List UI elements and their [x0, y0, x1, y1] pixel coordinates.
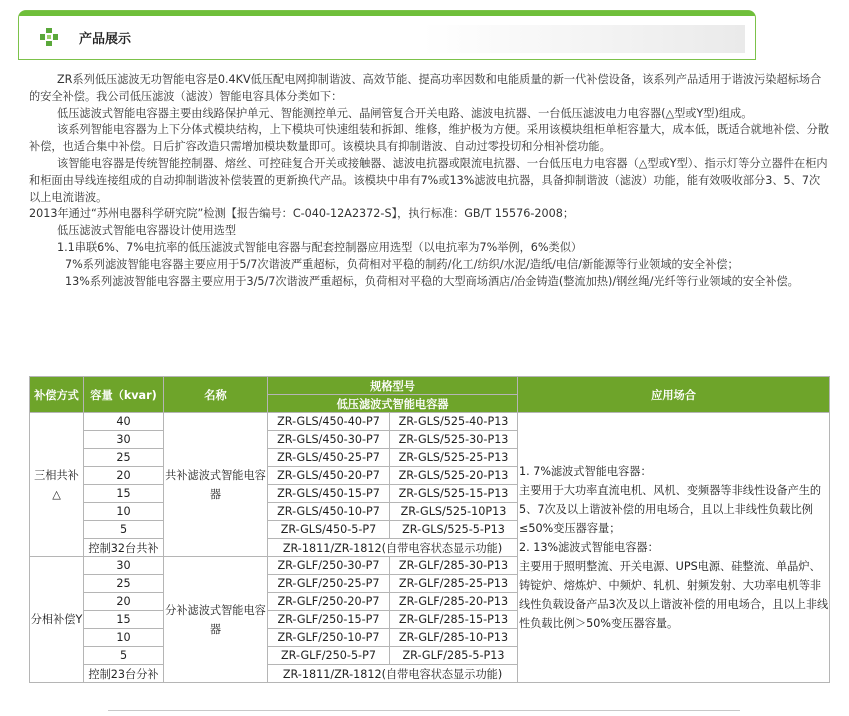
model-p7-cell: ZR-GLS/450-10-P7 — [268, 503, 390, 521]
model-p7-cell: ZR-GLS/450-25-P7 — [268, 449, 390, 467]
name-split-compensation: 分补滤波式智能电容器 — [164, 557, 268, 683]
control-label-cell: 控制23台分补 — [84, 665, 164, 683]
header-application: 应用场合 — [518, 377, 830, 413]
bottom-divider — [108, 710, 740, 711]
header-name: 名称 — [164, 377, 268, 413]
model-p7-cell: ZR-GLS/450-30-P7 — [268, 431, 390, 449]
capacity-cell: 25 — [84, 575, 164, 593]
application-cell — [518, 413, 830, 683]
model-p7-cell: ZR-GLF/250-15-P7 — [268, 611, 390, 629]
product-description — [29, 72, 829, 290]
header-capacity: 容量（kvar) — [84, 377, 164, 413]
paragraph-structure: 该系列智能电容器为上下分体式模块结构，上下模块可快速组装和拆卸、维修，维护极为方便。采用该模块组柜单柜容量大，成本低，既适合就地补偿、分散补偿，也适合集中补偿。日后扩容改造只需增加模块数量即可。该模块具有抑制谐波、自动过零投切和分相补偿功能。 — [29, 123, 829, 154]
method-split-phase: 分相补偿Y — [30, 557, 84, 683]
model-p13-cell: ZR-GLF/285-30-P13 — [390, 557, 518, 575]
model-p13-cell: ZR-GLS/525-5-P13 — [390, 521, 518, 539]
section-title: 产品展示 — [79, 32, 132, 47]
model-p7-cell: ZR-GLF/250-20-P7 — [268, 593, 390, 611]
section-panel — [18, 10, 756, 60]
paragraph-selection-1-1: 1.1串联6%、7%电抗率的低压滤波式智能电容器与配套控制器应用选型（以电抗率为7%举例，6%类似） — [57, 240, 583, 254]
paragraph-intro: ZR系列低压滤波无功智能电容是0.4KV低压配电网抑制谐波、高效节能、提高功率因数和电能质量的新一代补偿设备，该系列产品适用于谐波污染超标场合的安全补偿。我公司低压滤波（滤波）智能电容具体分类如下： — [29, 73, 822, 103]
model-p13-cell: ZR-GLF/285-5-P13 — [390, 647, 518, 665]
method-three-phase: 三相共补△ — [30, 413, 84, 557]
capacity-cell: 5 — [84, 521, 164, 539]
paragraph-upgrade: 该智能电容器是传统智能控制器、熔丝、可控硅复合开关或接触器、滤波电抗器或限流电抗器、一台低压电力电容器（△型或Y型）、指示灯等分立器件在柜内和柜面由导线连接组成的自动抑制谐波补偿装置的更新换代产品。该模块中串有7%或13%滤波电抗器，具备抑制谐波（滤波）功能，能有效吸收部分3、5、7次以上电流谐波。 — [29, 156, 828, 204]
header-method: 补偿方式 — [30, 377, 84, 413]
controller-model-cell: ZR-1811/ZR-1812(自带电容状态显示功能) — [268, 539, 518, 557]
model-p13-cell: ZR-GLF/285-20-P13 — [390, 593, 518, 611]
application-line: 1. 7%滤波式智能电容器： — [519, 465, 652, 478]
table-header-row — [30, 377, 830, 395]
model-p7-cell: ZR-GLF/250-25-P7 — [268, 575, 390, 593]
capacity-cell: 20 — [84, 467, 164, 485]
model-p13-cell: ZR-GLS/525-10P13 — [390, 503, 518, 521]
model-p13-cell: ZR-GLF/285-25-P13 — [390, 575, 518, 593]
model-p7-cell: ZR-GLS/450-20-P7 — [268, 467, 390, 485]
capacity-cell: 10 — [84, 503, 164, 521]
table-row — [30, 413, 830, 431]
capacity-cell: 15 — [84, 485, 164, 503]
model-p13-cell: ZR-GLF/285-15-P13 — [390, 611, 518, 629]
capacity-cell: 30 — [84, 431, 164, 449]
green-cross-icon — [39, 27, 59, 47]
model-p7-cell: ZR-GLF/250-5-P7 — [268, 647, 390, 665]
model-p7-cell: ZR-GLS/450-15-P7 — [268, 485, 390, 503]
capacity-cell: 5 — [84, 647, 164, 665]
panel-top-bar — [19, 11, 755, 16]
model-p7-cell: ZR-GLS/450-5-P7 — [268, 521, 390, 539]
model-p13-cell: ZR-GLS/525-20-P13 — [390, 467, 518, 485]
model-p13-cell: ZR-GLS/525-30-P13 — [390, 431, 518, 449]
paragraph-certification: 2013年通过“苏州电器科学研究院”检测【报告编号：C-040-12A2372-S】，执行标准：GB/T 15576-2008； — [29, 207, 575, 221]
model-p13-cell: ZR-GLS/525-25-P13 — [390, 449, 518, 467]
section-header — [29, 25, 745, 53]
capacity-cell: 15 — [84, 611, 164, 629]
application-line: 2. 13%滤波式智能电容器： — [519, 541, 659, 554]
capacity-cell: 10 — [84, 629, 164, 647]
control-label-cell: 控制32台共补 — [84, 539, 164, 557]
model-p13-cell: ZR-GLF/285-10-P13 — [390, 629, 518, 647]
model-p7-cell: ZR-GLS/450-40-P7 — [268, 413, 390, 431]
paragraph-13-percent: 13%系列滤波智能电容器主要应用于3/5/7次谐波严重超标，负荷相对平稳的大型商场酒店/冶金铸造(整流加热)/钢丝绳/光纤等行业领域的安全补偿。 — [65, 274, 799, 288]
model-p13-cell: ZR-GLS/525-15-P13 — [390, 485, 518, 503]
model-p7-cell: ZR-GLF/250-30-P7 — [268, 557, 390, 575]
controller-model-cell: ZR-1811/ZR-1812(自带电容状态显示功能) — [268, 665, 518, 683]
paragraph-7-percent: 7%系列滤波智能电容器主要应用于5/7次谐波严重超标，负荷相对平稳的制药/化工/纺织/水泥/造纸/电信/新能源等行业领域的安全补偿； — [65, 257, 739, 271]
spec-table — [29, 376, 830, 683]
paragraph-composition: 低压滤波式智能电容器主要由线路保护单元、智能测控单元、晶闸管复合开关电路、滤波电抗器、一台低压滤波电力电容器(△型或Y型)组成。 — [57, 106, 753, 120]
paragraph-selection-title: 低压滤波式智能电容器设计使用选型 — [57, 224, 237, 238]
capacity-cell: 20 — [84, 593, 164, 611]
name-common-compensation: 共补滤波式智能电容器 — [164, 413, 268, 557]
header-spec-sub: 低压滤波式智能电容器 — [268, 395, 518, 413]
application-line: 主要用于大功率直流电机、风机、变频器等非线性设备产生的5、7次及以上谐波补偿的用电场合，且以上非线性负载比例≤50%变压器容量； — [519, 484, 822, 535]
header-spec: 规格型号 — [268, 377, 518, 395]
model-p13-cell: ZR-GLS/525-40-P13 — [390, 413, 518, 431]
capacity-cell: 40 — [84, 413, 164, 431]
model-p7-cell: ZR-GLF/250-10-P7 — [268, 629, 390, 647]
capacity-cell: 25 — [84, 449, 164, 467]
capacity-cell: 30 — [84, 557, 164, 575]
application-line: 主要用于照明整流、开关电源、UPS电源、硅整流、单晶炉、铸锭炉、熔炼炉、中频炉、轧机、射频发射、大功率电机等非线性负载设备产品3次及以上谐波补偿的用电场合，且以上非线性负载比例＞50%变压器容量。 — [519, 560, 829, 630]
